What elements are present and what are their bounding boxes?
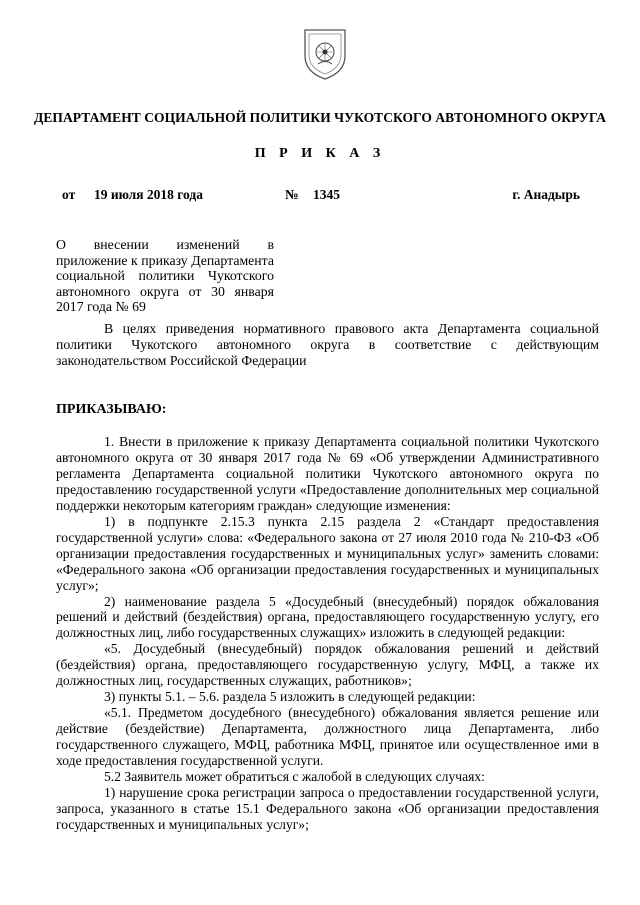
- city: г. Анадырь: [512, 187, 580, 202]
- department-title: ДЕПАРТАМЕНТ СОЦИАЛЬНОЙ ПОЛИТИКИ ЧУКОТСКОГО АВТОНОМНОГО ОКРУГА: [34, 110, 606, 125]
- order-date: 19 июля 2018 года: [94, 187, 203, 202]
- paragraph: 1) в подпункте 2.15.3 пункта 2.15 раздела 2 «Стандарт предоставления государственной услуги» слова: «Федерального закона от 27 июля 2010 года № 210-ФЗ «Об организации предоставления государственных и муниципальных услуг» заменить словами: «Федерального закона «Об организации предоставления государственных и муниципальных услуг»;: [56, 513, 599, 593]
- preamble: В целях приведения нормативного правового акта Департамента социальной политики Чукотского автономного округа в соответствие с действующим законодательством Российской Федерации: [56, 321, 599, 369]
- document-type-title: П Р И К А З: [254, 146, 386, 161]
- order-body: [56, 434, 599, 833]
- paragraph: 3) пункты 5.1. – 5.6. раздела 5 изложить в следующей редакции:: [104, 689, 476, 705]
- coat-of-arms-icon: [300, 26, 350, 82]
- paragraph: 1. Внести в приложение к приказу Департамента социальной политики Чукотского автономного округа от 30 января 2017 года № 69 «Об утверждении Административного регламента Департамента социальной политики Чукотского автономного округа по предоставлению государственной услуги «Предоставление дополнительных мер социальной поддержки некоторым категориям граждан» следующие изменения:: [56, 434, 599, 513]
- paragraph: 1) нарушение срока регистрации запроса о предоставлении государственной услуги, запроса, указанного в статье 15.1 Федерального закона «Об организации предоставления государственных и муниципальных услуг»;: [56, 784, 599, 832]
- paragraph: «5. Досудебный (внесудебный) порядок обжалования решений и действий (бездействия) органа, предоставляющего государственную услугу, МФЦ, а также их должностных лиц, государственных служащих, работников»;: [56, 641, 599, 689]
- order-number: 1345: [313, 187, 340, 202]
- paragraph: «5.1. Предметом досудебного (внесудебного) обжалования является решение или действие (бездействие) Департамента, должностного лица Департамента, либо государственного служащего, МФЦ, работника МФЦ, принятое или осуществленное ими в ходе предоставления государственной услуги.: [56, 705, 599, 769]
- paragraph: 5.2 Заявитель может обратиться с жалобой в следующих случаях:: [104, 769, 485, 785]
- order-subject: О внесении изменений в приложение к приказу Департамента социальной политики Чукотского автономного округа от 30 января 2017 года № 69: [56, 237, 274, 315]
- date-prefix: от: [62, 187, 76, 202]
- orders-heading: ПРИКАЗЫВАЮ:: [56, 402, 167, 417]
- paragraph: 2) наименование раздела 5 «Досудебный (внесудебный) порядок обжалования решений и действий (бездействия) органа, предоставляющего государственную услугу, его должностных лиц, либо государственных служащих» изложить в следующей редакции:: [56, 593, 599, 641]
- number-sign: №: [285, 187, 299, 202]
